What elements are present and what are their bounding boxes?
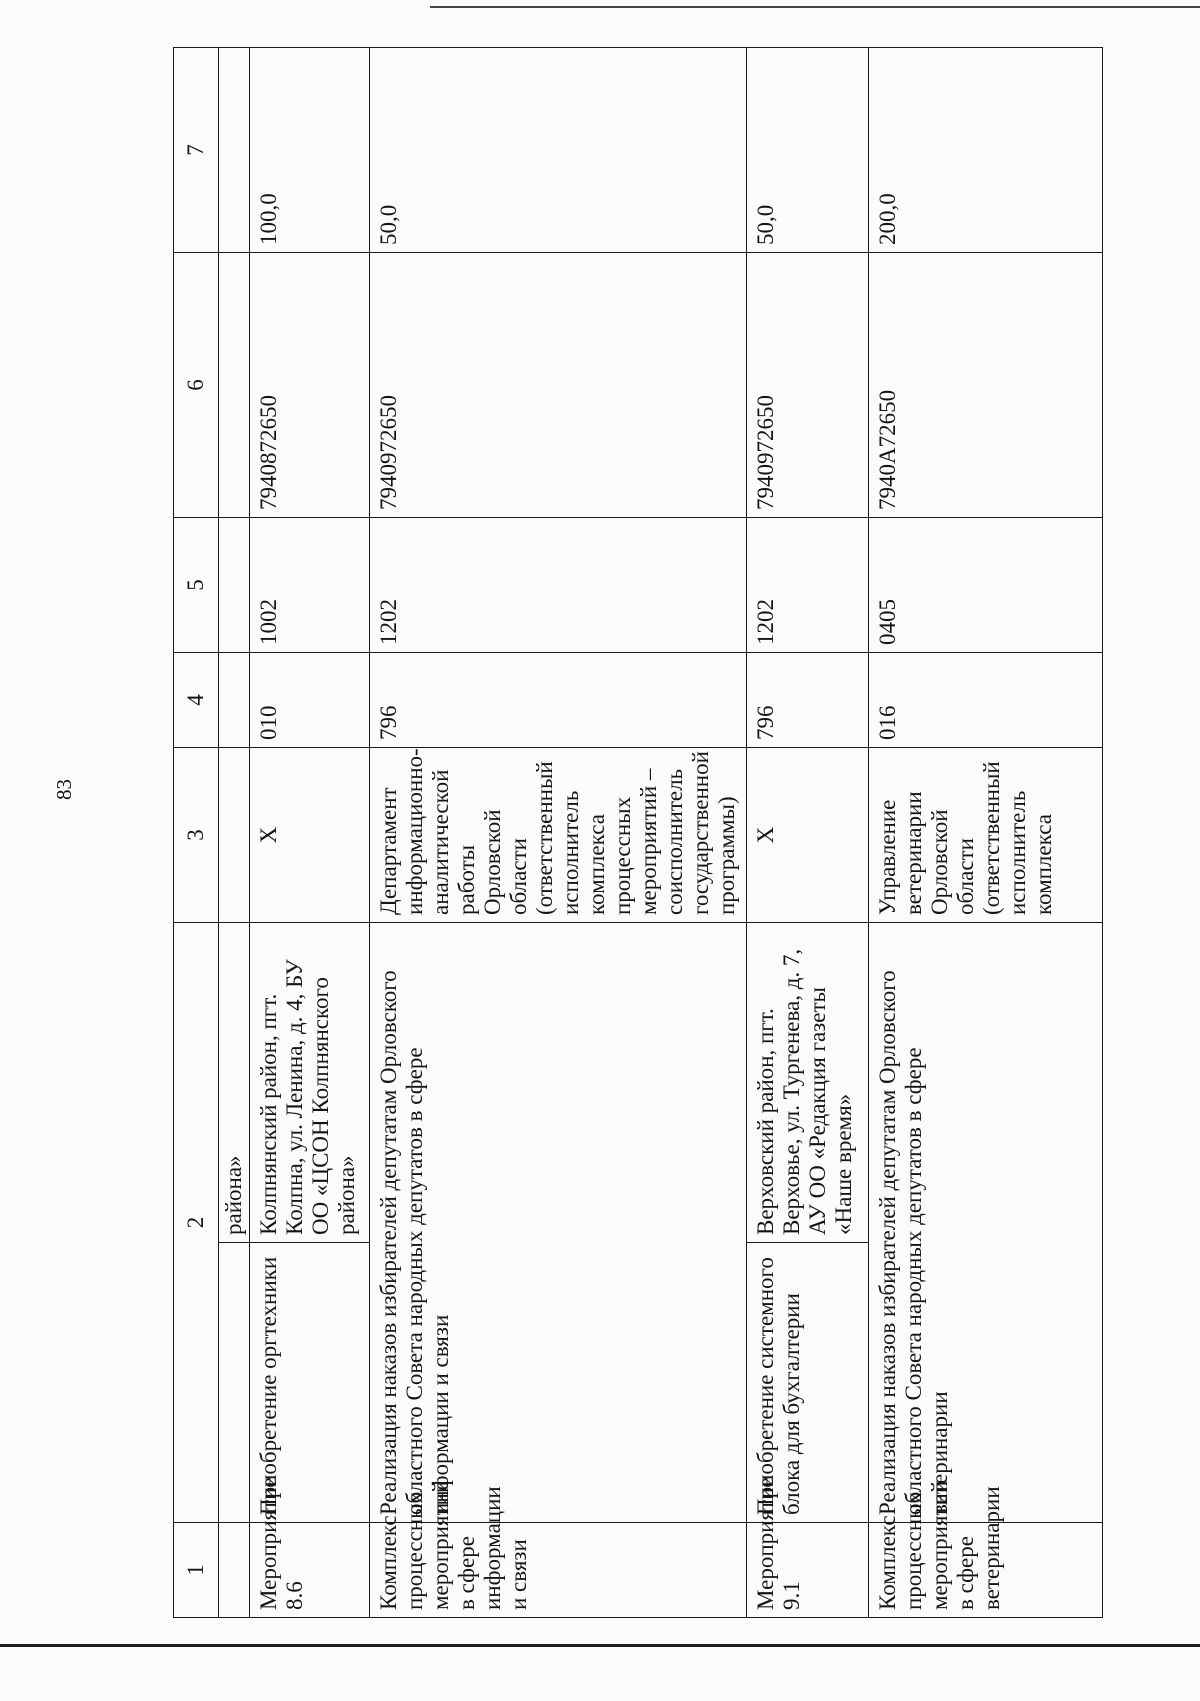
table-row — [746, 48, 868, 1618]
table-cell: Верховский район, пгт. Верховье, ул. Тургенева, д. 7, АУ ОО «Редакция газеты «Наше время» — [746, 923, 868, 1243]
table-cell: 50,0 — [746, 48, 868, 253]
table-cell — [219, 1243, 250, 1523]
table-cell: 200,0 — [868, 48, 1102, 253]
header-cell: 3 — [174, 748, 219, 923]
table-cell: 0405 — [868, 518, 1102, 653]
header-cell: 5 — [174, 518, 219, 653]
table-cell: Мероприятие 9.1 — [746, 1523, 868, 1618]
table-cell: Колпнянский район, пгт. Колпна, ул. Ленина, д. 4, БУ ОО «ЦСОН Колпнянского района» — [250, 923, 370, 1243]
table-cell — [219, 748, 250, 923]
page-number: 83 — [52, 779, 76, 800]
header-cell: 4 — [174, 653, 219, 748]
top-edge-line — [430, 6, 1200, 8]
table-cell: 7940972650 — [746, 253, 868, 518]
table-row — [370, 48, 747, 1618]
table-cell — [219, 518, 250, 653]
table-cell: Комплекс процессных мероприятий в сфере ветеринарии — [868, 1523, 1102, 1618]
table-cell: 796 — [370, 653, 747, 748]
header-cell: 7 — [174, 48, 219, 253]
table-cell: 7940972650 — [370, 253, 747, 518]
table-cell: X — [250, 748, 370, 923]
table-header-row — [174, 48, 219, 1618]
table-cell: Мероприятие 8.6 — [250, 1523, 370, 1618]
table-cell: 1002 — [250, 518, 370, 653]
bottom-edge-line — [0, 1644, 1200, 1647]
table-cell: Реализация наказов избирателей депутатам Орловского областного Совета народных депутатов в сфере ветеринарии — [868, 923, 1102, 1523]
header-cell: 2 — [174, 923, 219, 1523]
table-cell: Департамент информационно-аналитической работы Орловской области (ответственный исполнитель комплекса процессных мероприятий – соисполнитель государственной программы) — [370, 748, 747, 923]
table-cell: 50,0 — [370, 48, 747, 253]
table-cell — [219, 653, 250, 748]
table-row — [868, 48, 1102, 1618]
table-cell: района» — [219, 923, 250, 1243]
table-cell: Комплекс процессных мероприятий в сфере информации и связи — [370, 1523, 747, 1618]
table-cell: Управление ветеринарии Орловской области (ответственный исполнитель комплекса — [868, 748, 1102, 923]
table-cell — [219, 1523, 250, 1618]
table-row-continuation — [219, 48, 250, 1618]
table-cell: 1202 — [746, 518, 868, 653]
table-cell: 7940A72650 — [868, 253, 1102, 518]
header-cell: 1 — [174, 1523, 219, 1618]
table-cell: 796 — [746, 653, 868, 748]
header-cell: 6 — [174, 253, 219, 518]
table-cell: 7940872650 — [250, 253, 370, 518]
table-cell — [219, 48, 250, 253]
table-cell: 100,0 — [250, 48, 370, 253]
table-cell: Приобретение оргтехники — [250, 1243, 370, 1523]
document-table — [173, 48, 1103, 1618]
table-cell: 016 — [868, 653, 1102, 748]
table-cell: Реализация наказов избирателей депутатам Орловского областного Совета народных депутатов в сфере информации и связи — [370, 923, 747, 1523]
table-cell: 010 — [250, 653, 370, 748]
table-cell: 1202 — [370, 518, 747, 653]
table-cell: Приобретение системного блока для бухгалтерии — [746, 1243, 868, 1523]
table-row — [250, 48, 370, 1618]
table-cell — [219, 253, 250, 518]
table-cell: X — [746, 748, 868, 923]
